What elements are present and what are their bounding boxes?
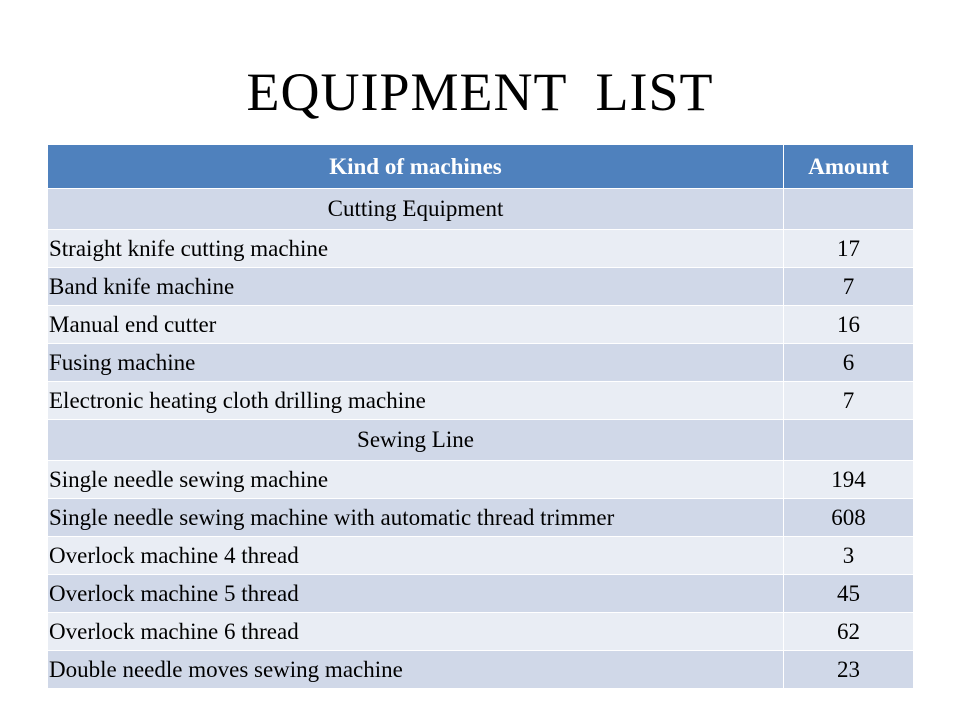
table-row — [48, 306, 914, 344]
amount-cell: 23 — [784, 651, 914, 689]
machine-name-cell: Single needle sewing machine — [48, 461, 784, 499]
amount-cell: 62 — [784, 613, 914, 651]
machine-name-cell: Overlock machine 6 thread — [48, 613, 784, 651]
machine-name-cell: Overlock machine 5 thread — [48, 575, 784, 613]
table-header-row — [48, 145, 914, 189]
table-row — [48, 575, 914, 613]
machine-name-cell: Fusing machine — [48, 344, 784, 382]
table-row — [48, 651, 914, 689]
section-label: Cutting Equipment — [48, 189, 784, 230]
section-row — [48, 189, 914, 230]
table-body — [48, 189, 914, 689]
amount-cell — [784, 420, 914, 461]
machine-name-cell: Band knife machine — [48, 268, 784, 306]
amount-cell: 17 — [784, 230, 914, 268]
table-row — [48, 230, 914, 268]
amount-cell: 194 — [784, 461, 914, 499]
table-row — [48, 613, 914, 651]
table-row — [48, 499, 914, 537]
header-amount: Amount — [784, 145, 914, 189]
table-row — [48, 268, 914, 306]
machine-name-cell: Manual end cutter — [48, 306, 784, 344]
machine-name-cell: Electronic heating cloth drilling machine — [48, 382, 784, 420]
machine-name-cell: Straight knife cutting machine — [48, 230, 784, 268]
amount-cell — [784, 189, 914, 230]
table-row — [48, 382, 914, 420]
section-row — [48, 420, 914, 461]
amount-cell: 608 — [784, 499, 914, 537]
amount-cell: 6 — [784, 344, 914, 382]
amount-cell: 45 — [784, 575, 914, 613]
table-row — [48, 537, 914, 575]
amount-cell: 7 — [784, 382, 914, 420]
amount-cell: 16 — [784, 306, 914, 344]
machine-name-cell: Double needle moves sewing machine — [48, 651, 784, 689]
section-label: Sewing Line — [48, 420, 784, 461]
table-row — [48, 344, 914, 382]
amount-cell: 7 — [784, 268, 914, 306]
slide-title: EQUIPMENT LIST — [246, 62, 714, 122]
machine-name-cell: Single needle sewing machine with automatic thread trimmer — [48, 499, 784, 537]
equipment-table — [47, 144, 914, 689]
amount-cell: 3 — [784, 537, 914, 575]
table-row — [48, 461, 914, 499]
machine-name-cell: Overlock machine 4 thread — [48, 537, 784, 575]
header-kind-of-machines: Kind of machines — [48, 145, 784, 189]
